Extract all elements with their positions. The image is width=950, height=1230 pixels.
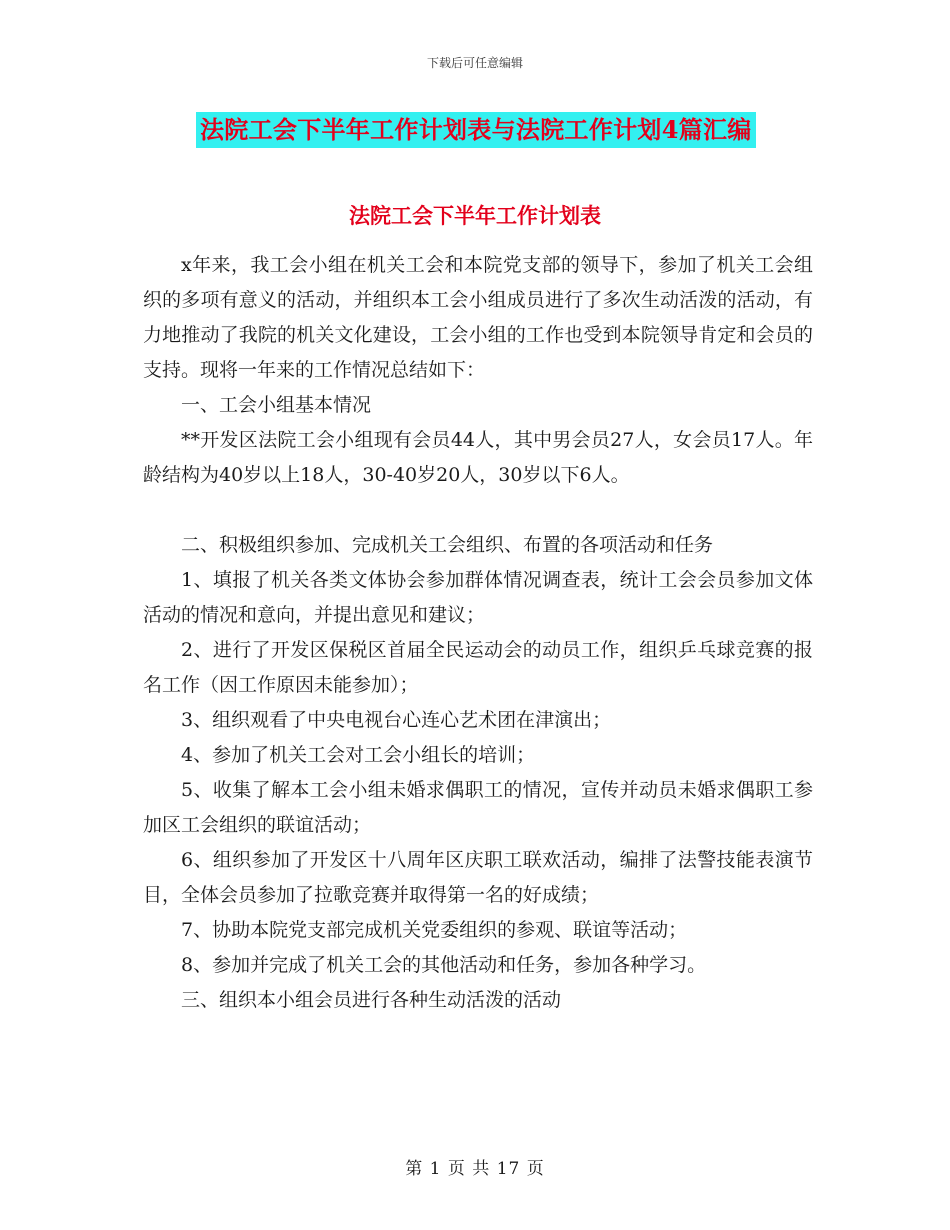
document-title: 法院工会下半年工作计划表与法院工作计划4篇汇编 [196,112,756,148]
document-body [143,248,813,1018]
list-item-2: 2、进行了开发区保税区首届全民运动会的动员工作，组织乒乓球竞赛的报名工作（因工作原因未能参加）； [143,639,813,696]
heading-2: 二、积极组织参加、完成机关工会组织、布置的各项活动和任务 [181,534,714,556]
list-item-1: 1、填报了机关各类文体协会参加群体情况调查表，统计工会会员参加文体活动的情况和意向，并提出意见和建议； [143,569,813,626]
paragraph-members: **开发区法院工会小组现有会员44人，其中男会员27人，女会员17人。年龄结构为40岁以上18人，30-40岁20人，30岁以下6人。 [143,429,813,486]
list-item-4: 4、参加了机关工会对工会小组长的培训； [181,744,536,766]
page-number-footer: 第 1 页 共 17 页 [405,1159,545,1179]
list-item-8: 8、参加并完成了机关工会的其他活动和任务，参加各种学习。 [181,954,707,976]
list-item-5: 5、收集了解本工会小组未婚求偶职工的情况，宣传并动员未婚求偶职工参加区工会组织的联谊活动； [143,779,813,836]
heading-3: 三、组织本小组会员进行各种生动活泼的活动 [181,989,562,1011]
list-item-7: 7、协助本院党支部完成机关党委组织的参观、联谊等活动； [181,919,688,941]
heading-1: 一、工会小组基本情况 [181,394,372,416]
list-item-6: 6、组织参加了开发区十八周年区庆职工联欢活动，编排了法警技能表演节目，全体会员参加了拉歌竞赛并取得第一名的好成绩； [143,849,813,906]
header-note: 下载后可任意编辑 [426,56,523,70]
paragraph-intro: x年来，我工会小组在机关工会和本院党支部的领导下，参加了机关工会组织的多项有意义的活动，并组织本工会小组成员进行了多次生动活泼的活动，有力地推动了我院的机关文化建设，工会小组的工作也受到本院领导肯定和会员的支持。现将一年来的工作情况总结如下： [143,254,813,381]
section-title: 法院工会下半年工作计划表 [349,203,601,228]
list-item-3: 3、组织观看了中央电视台心连心艺术团在津演出； [181,709,612,731]
